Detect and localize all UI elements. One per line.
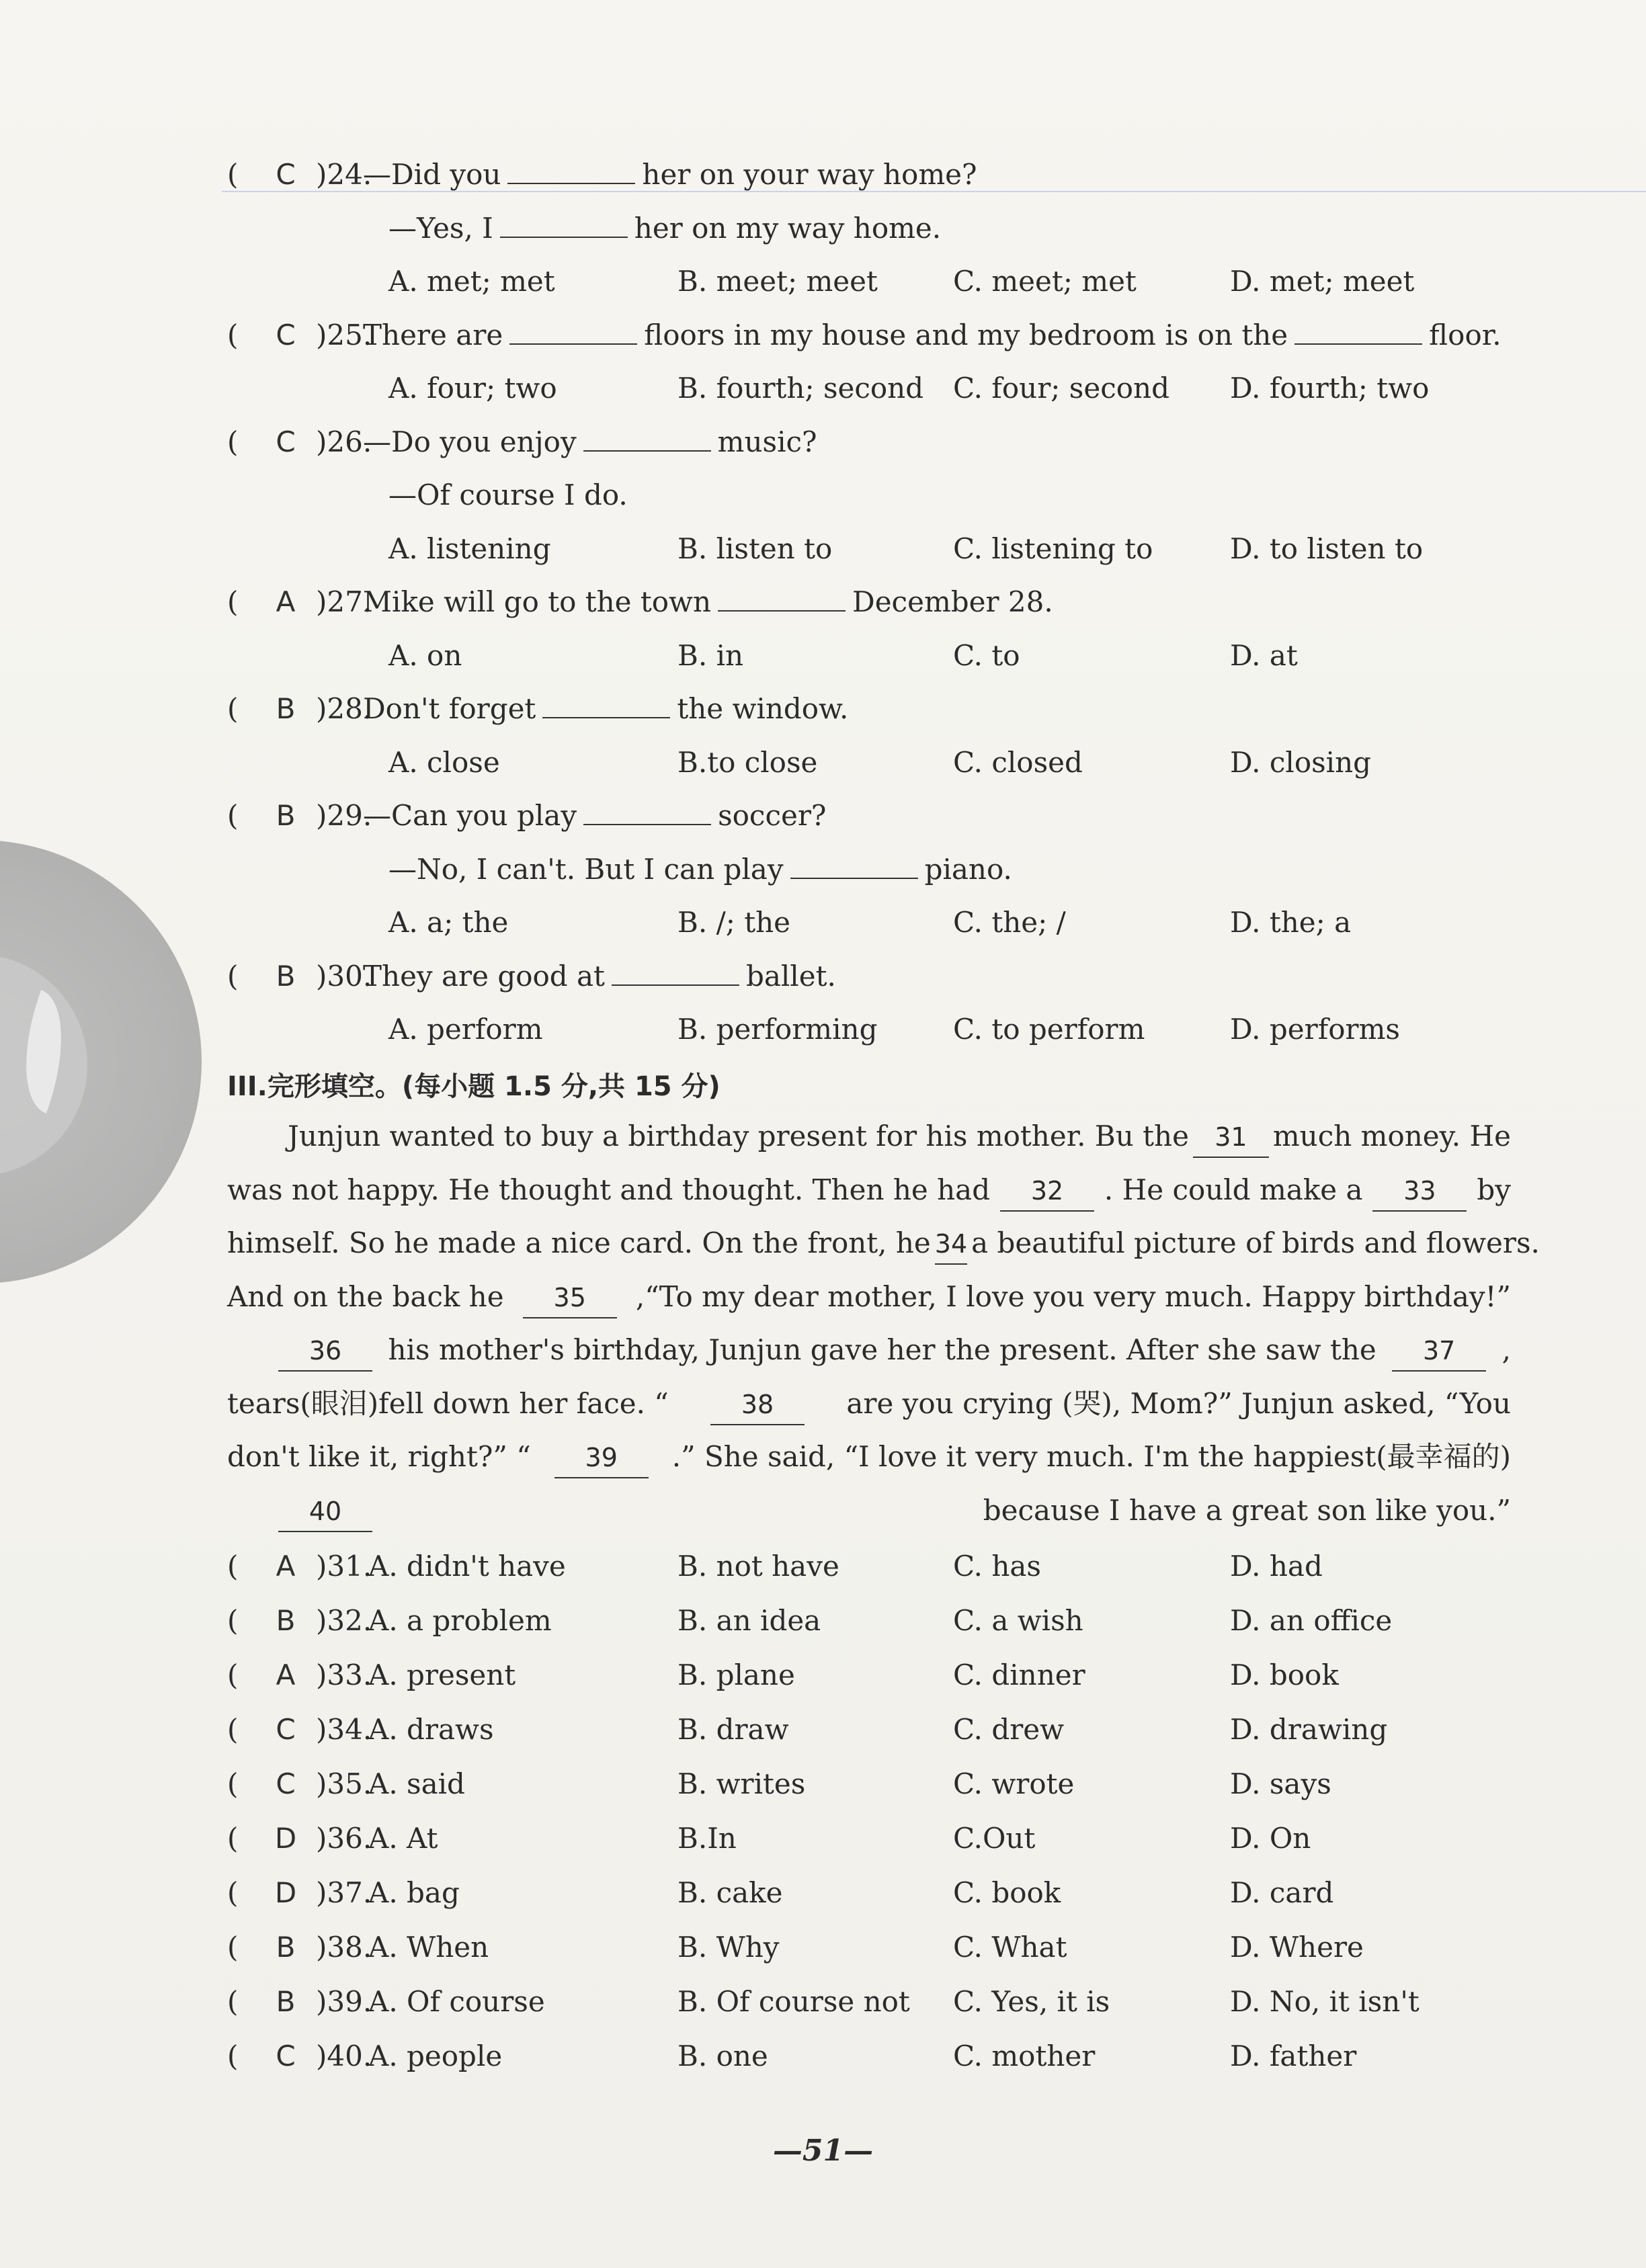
question-text: —Did you bbox=[363, 158, 501, 191]
options-row bbox=[0, 526, 1646, 573]
left-paren: ( bbox=[227, 318, 239, 351]
passage-text: . He could make a bbox=[1104, 1173, 1363, 1206]
cloze-question-31 bbox=[0, 1543, 1646, 1590]
right-paren: )31. bbox=[316, 1550, 372, 1583]
options-row bbox=[0, 258, 1646, 305]
option-b[interactable]: B. draw bbox=[677, 1713, 789, 1746]
question-text: her on my way home. bbox=[634, 211, 942, 245]
left-paren: ( bbox=[227, 585, 239, 618]
left-paren: ( bbox=[227, 1767, 239, 1800]
right-paren: )26. bbox=[316, 425, 372, 458]
question-24 bbox=[0, 151, 1646, 198]
answer-letter: C bbox=[276, 2040, 296, 2072]
answer-letter: C bbox=[276, 1713, 296, 1746]
answer-letter: B bbox=[276, 799, 296, 832]
passage-text: ,“To my dear mother, I love you very much. Happy birthday!” bbox=[635, 1279, 1511, 1313]
question-reply bbox=[388, 472, 628, 519]
passage-line bbox=[227, 1380, 1511, 1427]
option-c[interactable]: C. wrote bbox=[953, 1767, 1075, 1800]
blank-38[interactable]: 38 bbox=[710, 1385, 805, 1425]
option-b[interactable]: B. listen to bbox=[677, 532, 833, 565]
left-paren: ( bbox=[227, 425, 239, 458]
blank-35[interactable]: 35 bbox=[523, 1278, 617, 1318]
passage-line bbox=[227, 1167, 1511, 1214]
option-c[interactable]: C. the; / bbox=[953, 906, 1066, 939]
option-d[interactable]: D. No, it isn't bbox=[1230, 1985, 1419, 2018]
passage-text: don't like it, right?” “ bbox=[227, 1440, 531, 1473]
options-row bbox=[0, 899, 1646, 946]
left-paren: ( bbox=[227, 1550, 239, 1583]
question-stem bbox=[363, 151, 977, 198]
option-c[interactable]: C. has bbox=[953, 1550, 1041, 1583]
question-reply bbox=[388, 205, 941, 252]
passage-line bbox=[274, 1487, 1511, 1534]
question-text: her on your way home? bbox=[642, 158, 977, 191]
option-a[interactable]: A. When bbox=[368, 1931, 489, 1964]
option-a[interactable]: A. didn't have bbox=[368, 1550, 566, 1583]
passage-text: are you crying (哭), Mom?” Junjun asked, “You bbox=[846, 1386, 1511, 1420]
answer-blank[interactable] bbox=[507, 153, 635, 184]
option-d[interactable]: D. had bbox=[1230, 1550, 1323, 1583]
passage-text: was not happy. He thought and thought. Then he had bbox=[227, 1173, 991, 1206]
cloze-question-36 bbox=[0, 1815, 1646, 1862]
answer-letter: A bbox=[276, 585, 296, 618]
question-text: floor. bbox=[1429, 318, 1501, 351]
option-c[interactable]: C. meet; met bbox=[953, 265, 1137, 298]
question-text: —Can you play bbox=[363, 799, 577, 832]
passage-text: because I have a great son like you.” bbox=[983, 1493, 1511, 1527]
answer-letter: D bbox=[274, 1876, 297, 1909]
option-d[interactable]: D. father bbox=[1230, 2040, 1357, 2072]
left-paren: ( bbox=[227, 1985, 239, 2018]
passage-text: .” She said, “I love it very much. I'm the happiest(最幸福的) bbox=[671, 1440, 1511, 1473]
option-b[interactable]: B. writes bbox=[677, 1767, 806, 1800]
right-paren: )24. bbox=[316, 158, 372, 191]
passage-text: , bbox=[1501, 1333, 1511, 1366]
option-c[interactable]: C. book bbox=[953, 1876, 1061, 1909]
option-a[interactable]: A. present bbox=[368, 1658, 516, 1691]
option-d[interactable]: D. the; a bbox=[1230, 906, 1352, 939]
option-d[interactable]: D. card bbox=[1230, 1876, 1334, 1909]
question-text: the window. bbox=[677, 692, 849, 725]
options-row bbox=[0, 1006, 1646, 1053]
right-paren: )27. bbox=[316, 585, 372, 618]
question-text: December 28. bbox=[852, 585, 1053, 618]
passage-line bbox=[274, 1327, 1511, 1374]
option-d[interactable]: D. closing bbox=[1230, 745, 1372, 779]
option-b[interactable]: B. in bbox=[677, 638, 744, 672]
option-d[interactable]: D. On bbox=[1230, 1822, 1311, 1855]
cloze-question-39 bbox=[0, 1978, 1646, 2025]
answer-blank[interactable] bbox=[542, 687, 670, 718]
question-text: —No, I can't. But I can play bbox=[388, 852, 784, 886]
question-reply bbox=[388, 846, 1012, 893]
option-a[interactable]: A. a problem bbox=[368, 1604, 552, 1637]
question-text: Don't forget bbox=[363, 692, 536, 725]
answer-letter: B bbox=[276, 1985, 296, 2018]
option-a[interactable]: A. met; met bbox=[388, 265, 555, 298]
left-paren: ( bbox=[227, 1876, 239, 1909]
answer-letter: B bbox=[276, 1931, 296, 1964]
option-c[interactable]: C. to bbox=[953, 638, 1020, 672]
option-a[interactable]: A. At bbox=[368, 1822, 438, 1855]
option-c[interactable]: C. four; second bbox=[953, 372, 1169, 405]
option-a[interactable]: A. on bbox=[388, 638, 462, 672]
option-c[interactable]: C. dinner bbox=[953, 1658, 1085, 1691]
option-d[interactable]: D. drawing bbox=[1230, 1713, 1388, 1746]
blank-37[interactable]: 37 bbox=[1392, 1331, 1486, 1372]
right-paren: )37. bbox=[316, 1876, 372, 1909]
question-line bbox=[0, 846, 1646, 893]
answer-letter: B bbox=[276, 692, 296, 725]
answer-letter: A bbox=[276, 1550, 296, 1583]
question-text: floors in my house and my bedroom is on the bbox=[644, 318, 1288, 351]
answer-blank[interactable] bbox=[583, 794, 711, 825]
passage-text: much money. He bbox=[1272, 1120, 1511, 1152]
answer-letter: C bbox=[276, 1767, 296, 1800]
question-text: soccer? bbox=[718, 799, 827, 832]
option-d[interactable]: D. an office bbox=[1230, 1604, 1393, 1637]
question-text: They are good at bbox=[363, 959, 605, 993]
left-paren: ( bbox=[227, 1604, 239, 1637]
passage-line bbox=[227, 1433, 1511, 1480]
option-a[interactable]: A. Of course bbox=[368, 1985, 545, 2018]
right-paren: )32. bbox=[316, 1604, 372, 1637]
options-row bbox=[0, 365, 1646, 412]
left-paren: ( bbox=[227, 959, 239, 993]
blank-39[interactable]: 39 bbox=[554, 1438, 649, 1478]
answer-blank[interactable] bbox=[1294, 314, 1422, 345]
option-a[interactable]: A. people bbox=[368, 2040, 503, 2072]
passage-text: by bbox=[1477, 1173, 1511, 1206]
option-b[interactable]: B. meet; meet bbox=[677, 265, 878, 298]
option-a[interactable]: A. four; two bbox=[388, 372, 557, 405]
question-29 bbox=[0, 792, 1646, 839]
cloze-question-33 bbox=[0, 1652, 1646, 1699]
option-c[interactable]: C. drew bbox=[953, 1713, 1065, 1746]
right-paren: )34. bbox=[316, 1713, 372, 1746]
option-b[interactable]: B. one bbox=[677, 2040, 768, 2072]
option-c[interactable]: C. closed bbox=[953, 745, 1083, 779]
right-paren: )40. bbox=[316, 2040, 372, 2072]
right-paren: )29. bbox=[316, 799, 372, 832]
question-stem bbox=[363, 953, 836, 1000]
cloze-question-40 bbox=[0, 2033, 1646, 2080]
option-a[interactable]: A. listening bbox=[388, 532, 551, 565]
left-paren: ( bbox=[227, 1713, 239, 1746]
right-paren: )39. bbox=[316, 1985, 372, 2018]
option-d[interactable]: D. to listen to bbox=[1230, 532, 1424, 565]
right-paren: )36. bbox=[316, 1822, 372, 1855]
left-paren: ( bbox=[227, 2040, 239, 2072]
answer-letter: B bbox=[276, 1604, 296, 1637]
option-d[interactable]: D. met; meet bbox=[1230, 265, 1415, 298]
answer-blank[interactable] bbox=[718, 581, 846, 612]
right-paren: )33. bbox=[316, 1658, 372, 1691]
passage-text: tears(眼泪)fell down her face. “ bbox=[227, 1386, 669, 1420]
question-text: piano. bbox=[924, 852, 1012, 886]
passage-text: Junjun wanted to buy a birthday present for his mother. Bu the bbox=[288, 1120, 1189, 1152]
option-c[interactable]: C. mother bbox=[953, 2040, 1096, 2072]
answer-letter: A bbox=[276, 1658, 296, 1691]
left-paren: ( bbox=[227, 1931, 239, 1964]
option-a[interactable]: A. perform bbox=[388, 1013, 543, 1046]
right-paren: )25. bbox=[316, 318, 372, 351]
cloze-question-37 bbox=[0, 1870, 1646, 1917]
options-row bbox=[0, 632, 1646, 679]
answer-letter: B bbox=[276, 959, 296, 993]
option-b[interactable]: B. an idea bbox=[677, 1604, 821, 1637]
question-text: —Of course I do. bbox=[388, 478, 628, 511]
answer-letter: C bbox=[276, 158, 296, 191]
answer-blank[interactable] bbox=[500, 207, 628, 238]
question-text: —Do you enjoy bbox=[363, 425, 577, 458]
option-d[interactable]: D. performs bbox=[1230, 1013, 1400, 1046]
blank-32[interactable]: 32 bbox=[1000, 1171, 1094, 1212]
blank-31[interactable]: 31 bbox=[1193, 1118, 1269, 1158]
right-paren: )35. bbox=[316, 1767, 372, 1800]
passage-text: a beautiful picture of birds and flowers. bbox=[971, 1226, 1540, 1259]
blank-34[interactable]: 34 bbox=[935, 1224, 967, 1265]
option-a[interactable]: A. a; the bbox=[388, 906, 509, 939]
answer-letter: D bbox=[274, 1822, 297, 1855]
option-d[interactable]: D. fourth; two bbox=[1230, 372, 1430, 405]
option-b[interactable]: B. Of course not bbox=[677, 1985, 910, 2018]
option-a[interactable]: A. said bbox=[368, 1767, 465, 1800]
cloze-question-32 bbox=[0, 1597, 1646, 1644]
answer-blank[interactable] bbox=[509, 314, 637, 345]
question-text: Mike will go to the town bbox=[363, 585, 712, 618]
blank-36[interactable]: 36 bbox=[278, 1331, 372, 1372]
option-b[interactable]: B. fourth; second bbox=[677, 372, 924, 405]
passage-text: himself. So he made a nice card. On the front, he bbox=[227, 1226, 931, 1259]
option-b[interactable]: B.to close bbox=[677, 745, 818, 779]
left-paren: ( bbox=[227, 799, 239, 832]
passage-text: And on the back he bbox=[227, 1279, 504, 1313]
option-d[interactable]: D. at bbox=[1230, 638, 1298, 672]
option-d[interactable]: D. says bbox=[1230, 1767, 1331, 1800]
left-paren: ( bbox=[227, 1658, 239, 1691]
question-26 bbox=[0, 419, 1646, 466]
passage-line bbox=[227, 1273, 1511, 1320]
option-b[interactable]: B. plane bbox=[677, 1658, 795, 1691]
option-a[interactable]: A. draws bbox=[368, 1713, 494, 1746]
option-c[interactable]: C. to perform bbox=[953, 1013, 1145, 1046]
option-d[interactable]: D. Where bbox=[1230, 1931, 1364, 1964]
option-b[interactable]: B. Why bbox=[677, 1931, 780, 1964]
cloze-question-35 bbox=[0, 1761, 1646, 1808]
option-c[interactable]: C. listening to bbox=[953, 532, 1153, 565]
option-c[interactable]: C. What bbox=[953, 1931, 1067, 1964]
question-stem bbox=[363, 685, 848, 732]
passage-line bbox=[227, 1220, 1540, 1267]
question-30 bbox=[0, 953, 1646, 1000]
option-a[interactable]: A. bag bbox=[368, 1876, 460, 1909]
question-line bbox=[0, 205, 1646, 252]
answer-blank[interactable] bbox=[583, 421, 711, 452]
option-a[interactable]: A. close bbox=[388, 745, 500, 779]
option-b[interactable]: B. performing bbox=[677, 1013, 878, 1046]
question-text: There are bbox=[363, 318, 503, 351]
option-b[interactable]: B. /; the bbox=[677, 906, 790, 939]
question-text: ballet. bbox=[745, 959, 836, 993]
question-text: music? bbox=[717, 425, 817, 458]
question-25 bbox=[0, 312, 1646, 359]
left-paren: ( bbox=[227, 1822, 239, 1855]
question-stem bbox=[363, 312, 1501, 359]
cloze-question-38 bbox=[0, 1924, 1646, 1971]
blank-40[interactable]: 40 bbox=[278, 1492, 372, 1532]
question-28 bbox=[0, 685, 1646, 732]
option-c[interactable]: C.Out bbox=[953, 1822, 1036, 1855]
answer-blank[interactable] bbox=[612, 955, 739, 986]
question-line bbox=[0, 472, 1646, 519]
option-b[interactable]: B. not have bbox=[677, 1550, 839, 1583]
question-27 bbox=[0, 579, 1646, 626]
answer-blank[interactable] bbox=[790, 848, 918, 879]
passage-line bbox=[288, 1113, 1511, 1160]
option-b[interactable]: B. cake bbox=[677, 1876, 783, 1909]
left-paren: ( bbox=[227, 692, 239, 725]
option-b[interactable]: B.In bbox=[677, 1822, 737, 1855]
option-c[interactable]: C. Yes, it is bbox=[953, 1985, 1110, 2018]
right-paren: )38. bbox=[316, 1931, 372, 1964]
left-paren: ( bbox=[227, 158, 239, 191]
answer-letter: C bbox=[276, 425, 296, 458]
blank-33[interactable]: 33 bbox=[1372, 1171, 1467, 1212]
option-d[interactable]: D. book bbox=[1230, 1658, 1339, 1691]
question-text: —Yes, I bbox=[388, 211, 493, 245]
right-paren: )30. bbox=[316, 959, 372, 993]
section-title: III.完形填空。(每小题 1.5 分,共 15 分) bbox=[227, 1070, 721, 1102]
cloze-question-34 bbox=[0, 1706, 1646, 1753]
option-c[interactable]: C. a wish bbox=[953, 1604, 1083, 1637]
page-number: —51— bbox=[772, 2134, 874, 2168]
options-row bbox=[0, 739, 1646, 786]
answer-letter: C bbox=[276, 318, 296, 351]
question-stem bbox=[363, 579, 1053, 626]
passage-text: his mother's birthday, Junjun gave her the present. After she saw the bbox=[388, 1333, 1376, 1366]
right-paren: )28. bbox=[316, 692, 372, 725]
question-stem bbox=[363, 419, 817, 466]
question-stem bbox=[363, 792, 826, 839]
